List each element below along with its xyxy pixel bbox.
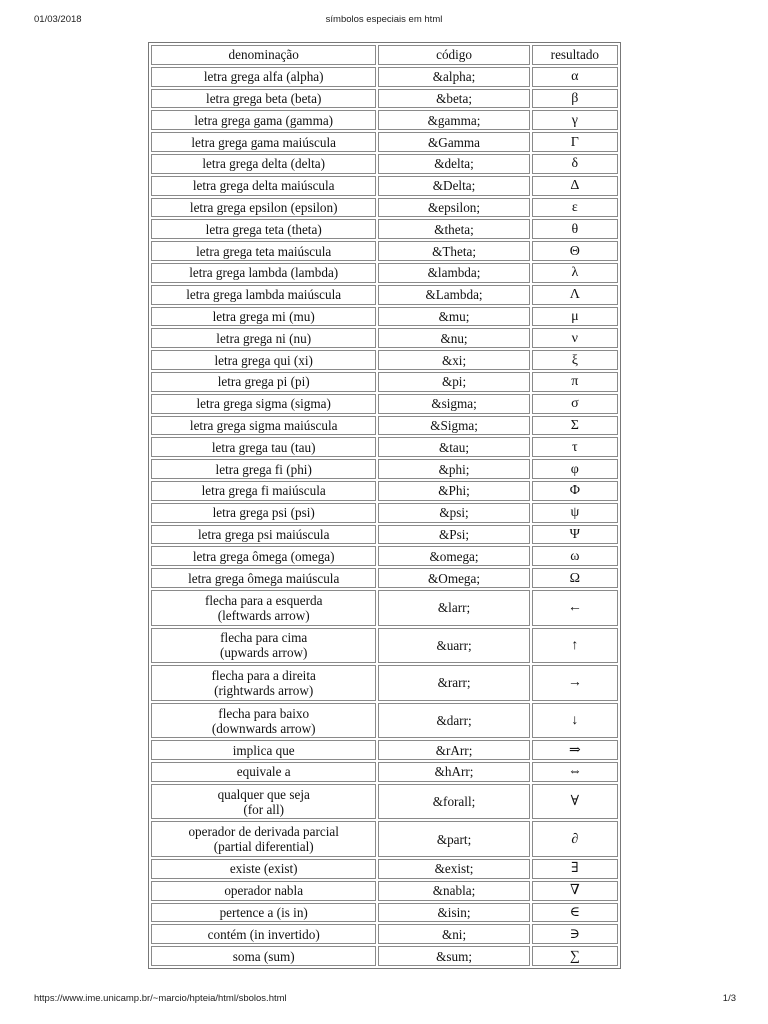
rendered-symbol-cell: θ: [532, 219, 618, 239]
table-row: [151, 241, 618, 261]
entity-code-cell: &uarr;: [378, 628, 529, 664]
symbol-name-cell: [151, 946, 376, 966]
rendered-symbol-cell: ∈: [532, 903, 618, 923]
symbol-name-cell: [151, 628, 376, 664]
table-row: [151, 903, 618, 923]
symbol-name-line: letra grega psi (psi): [212, 505, 315, 521]
symbols-table-container: [148, 42, 621, 989]
column-header-code: código: [378, 45, 529, 65]
entity-code-cell: &mu;: [378, 307, 529, 327]
entity-code-cell: &gamma;: [378, 110, 529, 130]
symbol-name-cell: [151, 859, 376, 879]
symbol-name-line: soma (sum): [232, 948, 295, 964]
entity-code-cell: &Delta;: [378, 176, 529, 196]
table-row: [151, 821, 618, 857]
page-url: https://www.ime.unicamp.br/~marcio/hpteia/html/sbolos.html: [34, 993, 287, 1004]
table-row: [151, 285, 618, 305]
table-row: [151, 859, 618, 879]
entity-code-cell: &tau;: [378, 437, 529, 457]
symbol-name-cell: [151, 437, 376, 457]
rendered-symbol-cell: σ: [532, 394, 618, 414]
entity-code-cell: &psi;: [378, 503, 529, 523]
symbol-name-line: (upwards arrow): [219, 645, 308, 661]
rendered-symbol-cell: ξ: [532, 350, 618, 370]
table-row: [151, 110, 618, 130]
symbol-name-cell: [151, 328, 376, 348]
table-row: [151, 394, 618, 414]
rendered-symbol-cell: ∑: [532, 946, 618, 966]
symbol-name-cell: [151, 821, 376, 857]
table-row: [151, 89, 618, 109]
symbol-name-cell: [151, 459, 376, 479]
rendered-symbol-cell: Ψ: [532, 525, 618, 545]
symbol-name-line: letra grega mi (mu): [212, 308, 315, 324]
entity-code-cell: &Sigma;: [378, 416, 529, 436]
symbol-name-cell: [151, 762, 376, 782]
symbol-name-line: letra grega ômega maiúscula: [188, 570, 340, 586]
table-row: [151, 481, 618, 501]
entity-code-cell: &omega;: [378, 546, 529, 566]
rendered-symbol-cell: →: [532, 665, 618, 701]
symbol-name-line: (downwards arrow): [211, 720, 316, 736]
symbol-name-cell: [151, 881, 376, 901]
entity-code-cell: &nabla;: [378, 881, 529, 901]
table-row: [151, 350, 618, 370]
rendered-symbol-cell: ν: [532, 328, 618, 348]
entity-code-cell: &delta;: [378, 154, 529, 174]
rendered-symbol-cell: β: [532, 89, 618, 109]
symbol-name-line: letra grega fi (phi): [215, 461, 312, 477]
rendered-symbol-cell: φ: [532, 459, 618, 479]
entity-code-cell: &phi;: [378, 459, 529, 479]
entity-code-cell: &Omega;: [378, 568, 529, 588]
table-header-row: [151, 45, 618, 65]
entity-code-cell: &hArr;: [378, 762, 529, 782]
page-title: símbolos especiais em html: [325, 14, 443, 25]
symbol-name-line: (rightwards arrow): [214, 682, 314, 698]
symbol-name-line: letra grega ni (nu): [216, 330, 312, 346]
symbol-name-line: flecha para a direita: [211, 667, 316, 683]
rendered-symbol-cell: γ: [532, 110, 618, 130]
symbol-name-line: letra grega delta maiúscula: [192, 178, 335, 194]
entity-code-cell: &darr;: [378, 703, 529, 739]
table-row: [151, 525, 618, 545]
symbol-name-line: implica que: [232, 742, 295, 758]
table-row: [151, 703, 618, 739]
table-row: [151, 946, 618, 966]
rendered-symbol-cell: Λ: [532, 285, 618, 305]
print-date: 01/03/2018: [34, 14, 82, 25]
symbol-name-line: flecha para cima: [220, 630, 308, 646]
entity-code-cell: &part;: [378, 821, 529, 857]
print-footer: [0, 993, 768, 1009]
symbol-name-line: flecha para a esquerda: [204, 592, 323, 608]
symbol-name-line: existe (exist): [229, 861, 298, 877]
table-row: [151, 503, 618, 523]
page-number: 1/3: [722, 993, 736, 1004]
column-header-result: resultado: [532, 45, 618, 65]
symbol-name-line: letra grega tau (tau): [211, 439, 316, 455]
table-row: [151, 740, 618, 760]
symbol-name-line: letra grega fi maiúscula: [201, 483, 326, 499]
entity-code-cell: &sum;: [378, 946, 529, 966]
table-row: [151, 372, 618, 392]
symbol-name-cell: [151, 568, 376, 588]
symbol-name-cell: [151, 176, 376, 196]
table-row: [151, 198, 618, 218]
symbol-name-cell: [151, 416, 376, 436]
rendered-symbol-cell: ←: [532, 590, 618, 626]
rendered-symbol-cell: ↑: [532, 628, 618, 664]
table-row: [151, 437, 618, 457]
rendered-symbol-cell: Σ: [532, 416, 618, 436]
rendered-symbol-cell: ω: [532, 546, 618, 566]
symbol-name-cell: [151, 350, 376, 370]
entity-code-cell: &sigma;: [378, 394, 529, 414]
symbol-name-line: letra grega teta (theta): [205, 221, 322, 237]
rendered-symbol-cell: ψ: [532, 503, 618, 523]
rendered-symbol-cell: ∀: [532, 784, 618, 820]
symbol-name-line: letra grega gama maiúscula: [191, 134, 337, 150]
symbol-name-line: letra grega lambda maiúscula: [186, 287, 342, 303]
rendered-symbol-cell: μ: [532, 307, 618, 327]
symbol-name-cell: [151, 546, 376, 566]
table-row: [151, 154, 618, 174]
symbol-name-cell: [151, 219, 376, 239]
table-row: [151, 784, 618, 820]
symbol-name-cell: [151, 924, 376, 944]
symbol-name-line: contém (in invertido): [207, 926, 320, 942]
entity-code-cell: &nu;: [378, 328, 529, 348]
symbol-name-line: letra grega gama (gamma): [194, 112, 334, 128]
entity-code-cell: &larr;: [378, 590, 529, 626]
symbol-name-cell: [151, 263, 376, 283]
rendered-symbol-cell: λ: [532, 263, 618, 283]
symbol-name-line: (leftwards arrow): [217, 607, 310, 623]
entity-code-cell: &epsilon;: [378, 198, 529, 218]
symbol-name-line: qualquer que seja: [217, 786, 310, 802]
symbol-name-cell: [151, 590, 376, 626]
symbol-name-line: letra grega lambda (lambda): [189, 265, 339, 281]
symbol-name-cell: [151, 285, 376, 305]
entity-code-cell: &alpha;: [378, 67, 529, 87]
rendered-symbol-cell: ∂: [532, 821, 618, 857]
print-header: [0, 14, 768, 30]
symbol-name-cell: [151, 394, 376, 414]
symbol-name-cell: [151, 132, 376, 152]
symbol-name-cell: [151, 481, 376, 501]
table-row: [151, 568, 618, 588]
symbol-name-cell: [151, 307, 376, 327]
symbol-name-line: pertence a (is in): [219, 905, 308, 921]
entity-code-cell: &theta;: [378, 219, 529, 239]
rendered-symbol-cell: Γ: [532, 132, 618, 152]
table-row: [151, 546, 618, 566]
symbol-name-line: letra grega sigma maiúscula: [189, 417, 338, 433]
symbol-name-line: letra grega beta (beta): [206, 90, 322, 106]
entity-code-cell: &rarr;: [378, 665, 529, 701]
table-row: [151, 628, 618, 664]
table-row: [151, 307, 618, 327]
rendered-symbol-cell: δ: [532, 154, 618, 174]
table-row: [151, 762, 618, 782]
symbol-name-line: letra grega delta (delta): [202, 156, 326, 172]
symbol-name-line: letra grega qui (xi): [214, 352, 313, 368]
table-row: [151, 176, 618, 196]
symbol-name-line: equivale a: [236, 764, 291, 780]
rendered-symbol-cell: Φ: [532, 481, 618, 501]
table-row: [151, 132, 618, 152]
symbol-name-line: operador nabla: [224, 883, 304, 899]
entity-code-cell: &beta;: [378, 89, 529, 109]
symbol-name-cell: [151, 67, 376, 87]
symbol-name-cell: [151, 110, 376, 130]
entity-code-cell: &lambda;: [378, 263, 529, 283]
symbols-table: [148, 42, 621, 969]
symbol-name-cell: [151, 740, 376, 760]
rendered-symbol-cell: τ: [532, 437, 618, 457]
rendered-symbol-cell: Ω: [532, 568, 618, 588]
table-row: [151, 590, 618, 626]
symbol-name-cell: [151, 372, 376, 392]
table-row: [151, 924, 618, 944]
symbol-name-cell: [151, 89, 376, 109]
symbol-name-cell: [151, 503, 376, 523]
symbol-name-cell: [151, 703, 376, 739]
table-row: [151, 328, 618, 348]
symbol-name-line: letra grega ômega (omega): [192, 548, 335, 564]
column-header-name: denominação: [151, 45, 376, 65]
rendered-symbol-cell: Δ: [532, 176, 618, 196]
symbol-name-cell: [151, 525, 376, 545]
rendered-symbol-cell: ∃: [532, 859, 618, 879]
table-row: [151, 219, 618, 239]
rendered-symbol-cell: ↓: [532, 703, 618, 739]
rendered-symbol-cell: ε: [532, 198, 618, 218]
symbol-name-line: letra grega epsilon (epsilon): [189, 199, 338, 215]
rendered-symbol-cell: π: [532, 372, 618, 392]
rendered-symbol-cell: ∋: [532, 924, 618, 944]
symbol-name-cell: [151, 784, 376, 820]
table-body: [151, 67, 618, 966]
entity-code-cell: &xi;: [378, 350, 529, 370]
symbol-name-line: letra grega alfa (alpha): [203, 69, 324, 85]
symbol-name-cell: [151, 198, 376, 218]
symbol-name-line: flecha para baixo: [218, 705, 310, 721]
entity-code-cell: &isin;: [378, 903, 529, 923]
table-row: [151, 665, 618, 701]
symbol-name-line: letra grega psi maiúscula: [197, 526, 330, 542]
table-row: [151, 67, 618, 87]
table-row: [151, 416, 618, 436]
entity-code-cell: &exist;: [378, 859, 529, 879]
entity-code-cell: &ni;: [378, 924, 529, 944]
rendered-symbol-cell: ⇒: [532, 740, 618, 760]
entity-code-cell: &Gamma: [378, 132, 529, 152]
rendered-symbol-cell: ⇔: [532, 762, 618, 782]
symbol-name-cell: [151, 241, 376, 261]
symbol-name-cell: [151, 903, 376, 923]
symbol-name-line: letra grega pi (pi): [217, 374, 310, 390]
entity-code-cell: &rArr;: [378, 740, 529, 760]
symbol-name-cell: [151, 665, 376, 701]
entity-code-cell: &Psi;: [378, 525, 529, 545]
rendered-symbol-cell: Θ: [532, 241, 618, 261]
symbol-name-line: letra grega sigma (sigma): [196, 396, 331, 412]
symbol-name-line: (partial diferential): [213, 839, 314, 855]
symbol-name-cell: [151, 154, 376, 174]
table-row: [151, 881, 618, 901]
entity-code-cell: &Theta;: [378, 241, 529, 261]
entity-code-cell: &forall;: [378, 784, 529, 820]
entity-code-cell: &Lambda;: [378, 285, 529, 305]
rendered-symbol-cell: ∇: [532, 881, 618, 901]
entity-code-cell: &Phi;: [378, 481, 529, 501]
table-row: [151, 459, 618, 479]
entity-code-cell: &pi;: [378, 372, 529, 392]
table-row: [151, 263, 618, 283]
symbol-name-line: operador de derivada parcial: [188, 824, 339, 840]
rendered-symbol-cell: α: [532, 67, 618, 87]
symbol-name-line: (for all): [243, 801, 285, 817]
symbol-name-line: letra grega teta maiúscula: [196, 243, 332, 259]
